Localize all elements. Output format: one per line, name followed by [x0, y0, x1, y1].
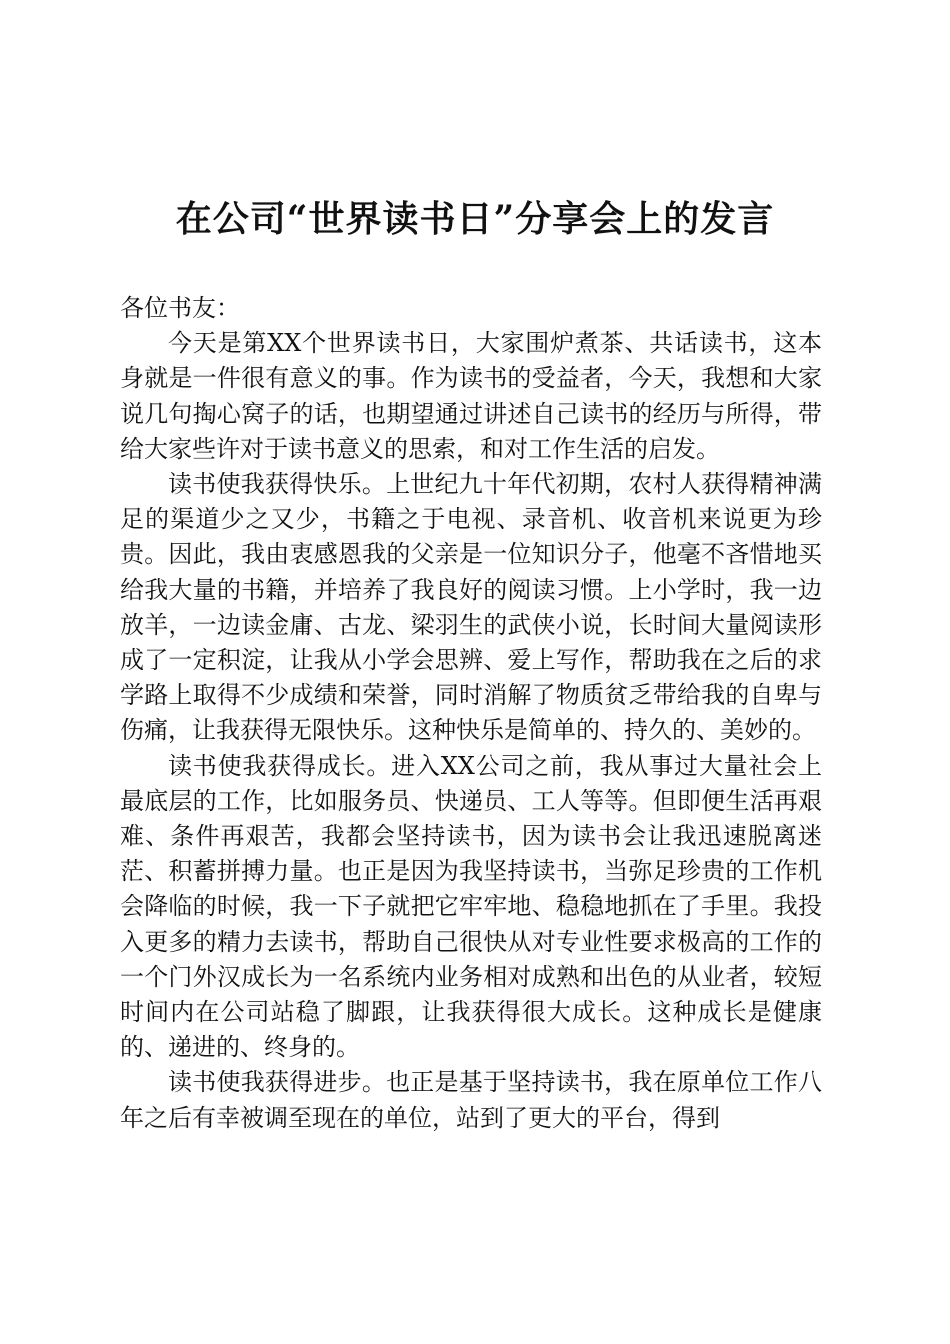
paragraph-growth: 读书使我获得成长。进入XX公司之前，我从事过大量社会上最底层的工作，比如服务员、快递员、工人等等。但即便生活再艰难、条件再艰苦，我都会坚持读书，因为读书会让我迅速脱离迷茫、积蓄拼搏力量。也正是因为我坚持读书，当弥足珍贵的工作机会降临的时候，我一下子就把它牢牢地、稳稳地抓在了手里。我投入更多的精力去读书，帮助自己很快从对专业性要求极高的工作的一个门外汉成长为一名系统内业务相对成熟和出色的从业者，较短时间内在公司站稳了脚跟，让我获得很大成长。这种成长是健康的、递进的、终身的。 — [120, 751, 822, 1062]
salutation: 各位书友： — [120, 294, 240, 322]
paragraph-progress: 读书使我获得进步。也正是基于坚持读书，我在原单位工作八年之后有幸被调至现在的单位，站到了更大的平台，得到 — [120, 1068, 822, 1132]
paragraph-happiness: 读书使我获得快乐。上世纪九十年代初期，农村人获得精神满足的渠道少之又少，书籍之于电视、录音机、收音机来说更为珍贵。因此，我由衷感恩我的父亲是一位知识分子，他毫不吝惜地买给我大量的书籍，并培养了我良好的阅读习惯。上小学时，我一边放羊，一边读金庸、古龙、梁羽生的武侠小说，长时间大量阅读形成了一定积淀，让我从小学会思辨、爱上写作，帮助我在之后的求学路上取得不少成绩和荣誉，同时消解了物质贫乏带给我的自卑与伤痛，让我获得无限快乐。这种快乐是简单的、持久的、美妙的。 — [120, 470, 822, 745]
paragraph-intro: 今天是第XX个世界读书日，大家围炉煮茶、共话读书，这本身就是一件很有意义的事。作为读书的受益者，今天，我想和大家说几句掏心窝子的话，也期望通过讲述自己读书的经历与所得，带给大家些许对于读书意义的思索，和对工作生活的启发。 — [120, 329, 822, 463]
document-title: 在公司“世界读书日”分享会上的发言 — [175, 198, 775, 240]
document-body — [120, 291, 822, 1136]
